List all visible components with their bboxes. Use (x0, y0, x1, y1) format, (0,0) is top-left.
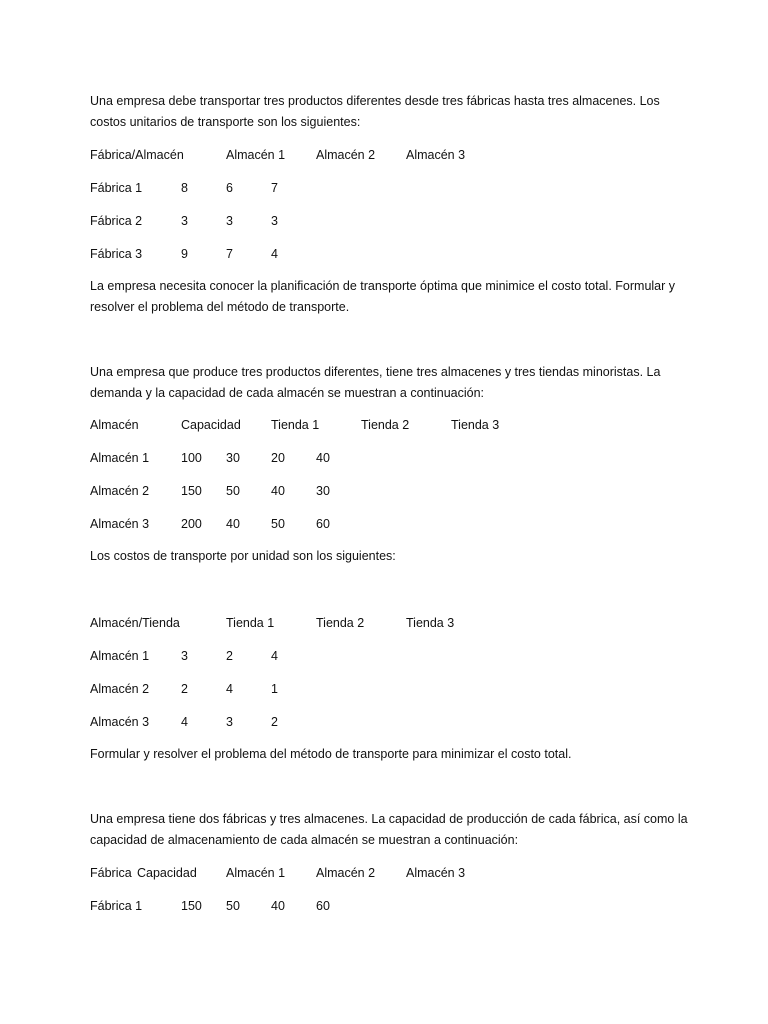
table-cell: 3 (271, 214, 278, 228)
table-header-cell: Capacidad (181, 418, 241, 432)
problem1-question: La empresa necesita conocer la planificación de transporte óptima que minimice el costo total. Formular y resolver el problema del método de transporte. (90, 279, 676, 314)
table-cell: 200 (181, 517, 202, 531)
table-cell: 3 (181, 649, 188, 663)
row-label: Fábrica 2 (90, 214, 143, 228)
table-header-cell: Almacén 1 (226, 866, 286, 880)
row-label: Almacén 1 (90, 649, 150, 663)
row-label: Fábrica 1 (90, 899, 143, 913)
table-cell: 9 (181, 247, 188, 261)
table-cell: 60 (316, 517, 330, 531)
table-cell: 7 (271, 181, 278, 195)
problem2-question: Formular y resolver el problema del método de transporte para minimizar el costo total. (90, 747, 572, 761)
row-label: Almacén 2 (90, 682, 150, 696)
table-header-cell: Fábrica/Almacén (90, 148, 184, 162)
table-row (0, 897, 768, 915)
table-cell: 100 (181, 451, 202, 465)
problem2-costs-intro: Los costos de transporte por unidad son los siguientes: (90, 549, 396, 563)
row-label: Almacén 2 (90, 484, 150, 498)
table-header-cell: Almacén 1 (226, 148, 286, 162)
table-cell: 2 (271, 715, 278, 729)
table-row (0, 179, 768, 197)
row-label: Almacén 1 (90, 451, 150, 465)
table-header-cell: Tienda 1 (226, 616, 275, 630)
table-row (0, 647, 768, 665)
table-row (0, 245, 768, 263)
row-label: Fábrica 1 (90, 181, 143, 195)
table-cell: 4 (271, 649, 278, 663)
table-header-cell: Almacén 3 (406, 866, 466, 880)
table-header-cell: Almacén/Tienda (90, 616, 180, 630)
table-header-cell: Almacén 2 (316, 866, 376, 880)
row-label: Almacén 3 (90, 715, 150, 729)
table-row (0, 713, 768, 731)
problem3-header-row (0, 864, 768, 882)
table-header-cell: Tienda 1 (271, 418, 320, 432)
table-cell: 3 (226, 715, 233, 729)
row-label: Almacén 3 (90, 517, 150, 531)
table-header-cell: Almacén (90, 418, 139, 432)
table-row (0, 515, 768, 533)
table-header-cell: Tienda 3 (451, 418, 500, 432)
table-header-cell: Almacén 2 (316, 148, 376, 162)
table-cell: 40 (226, 517, 240, 531)
table-cell: 60 (316, 899, 330, 913)
table-cell: 7 (226, 247, 233, 261)
table-cell: 4 (271, 247, 278, 261)
problem2-header-row (0, 416, 768, 434)
table-row (0, 212, 768, 230)
table-cell: 4 (181, 715, 188, 729)
table-cell: 40 (316, 451, 330, 465)
table-header-cell: Tienda 3 (406, 616, 455, 630)
table-row (0, 680, 768, 698)
problem2-cost-header-row (0, 614, 768, 632)
table-cell: 30 (316, 484, 330, 498)
table-cell: 1 (271, 682, 278, 696)
table-cell: 40 (271, 899, 285, 913)
table-cell: 20 (271, 451, 285, 465)
table-header-cell: Fábrica (90, 866, 132, 880)
table-row (0, 482, 768, 500)
row-label: Fábrica 3 (90, 247, 143, 261)
problem1-intro: Una empresa debe transportar tres productos diferentes desde tres fábricas hasta tres almacenes. Los costos unitarios de transporte son los siguientes: (90, 94, 660, 129)
table-header-cell: Almacén 3 (406, 148, 466, 162)
table-header-cell: Capacidad (137, 866, 197, 880)
table-cell: 8 (181, 181, 188, 195)
table-cell: 50 (226, 899, 240, 913)
table-cell: 150 (181, 899, 202, 913)
table-cell: 50 (271, 517, 285, 531)
table-cell: 50 (226, 484, 240, 498)
table-cell: 3 (181, 214, 188, 228)
problem2-intro: Una empresa que produce tres productos diferentes, tiene tres almacenes y tres tiendas minoristas. La demanda y la capacidad de cada almacén se muestran a continuación: (90, 365, 661, 400)
table-cell: 150 (181, 484, 202, 498)
problem3-intro: Una empresa tiene dos fábricas y tres almacenes. La capacidad de producción de cada fábrica, así como la capacidad de almacenamiento de cada almacén se muestran a continuación: (90, 812, 688, 847)
table-header-cell: Tienda 2 (361, 418, 410, 432)
table-cell: 2 (226, 649, 233, 663)
table-cell: 2 (181, 682, 188, 696)
table-cell: 3 (226, 214, 233, 228)
table-cell: 4 (226, 682, 233, 696)
table-cell: 40 (271, 484, 285, 498)
problem1-header-row (0, 146, 768, 164)
table-row (0, 449, 768, 467)
table-cell: 6 (226, 181, 233, 195)
table-cell: 30 (226, 451, 240, 465)
table-header-cell: Tienda 2 (316, 616, 365, 630)
